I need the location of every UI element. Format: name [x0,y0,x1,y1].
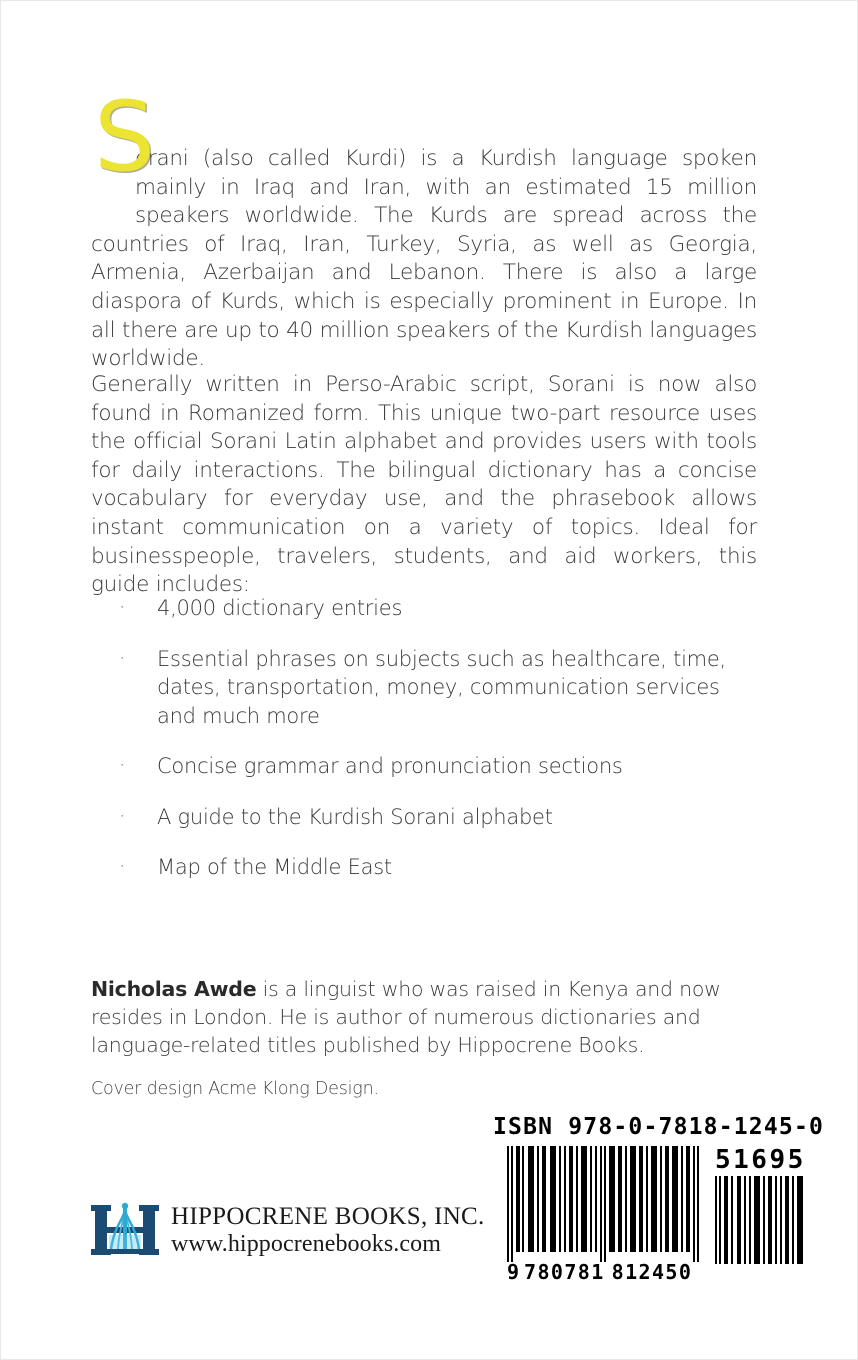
ean5-addon-barcode [715,1146,805,1264]
publisher-block [91,1193,485,1259]
publisher-name: HIPPOCRENE BOOKS, INC. [171,1203,485,1230]
feature-list [113,594,757,904]
hippocrene-fountain-h-logo-icon [91,1193,159,1259]
drop-cap-letter: S [94,81,155,193]
feature-item-label: Essential phrases on subjects such as healthcare, time, dates, transportation, money, communication services and much more [157,646,726,728]
feature-list-item [113,752,757,781]
author-bio [91,975,731,1059]
barcode-block [493,1114,825,1298]
ean13-right-group: 812450 [611,1260,693,1284]
feature-item-label: Concise grammar and pronunciation sections [157,754,623,778]
bullet-dot-icon: · [119,645,126,670]
isbn-text: ISBN 978-0-7818-1245-0 [493,1114,825,1140]
feature-list-item [113,803,757,832]
intro-paragraph-text: orani (also called Kurdi) is a Kurdish language spoken mainly in Iraq and Iran, with an estimated 15 million speakers worldwide. The Kurds are spread across the countries of Iraq, Iran, Turkey, Syria, as well as Georgia, Armenia, Azerbaijan and Lebanon. There is also a large diaspora of Kurds, which is especially prominent in Europe. In all there are up to 40 million speakers of the Kurdish languages worldwide. [91,146,757,372]
author-name: Nicholas Awde [91,976,257,1001]
bullet-dot-icon: · [119,854,126,878]
feature-list-item [113,853,757,882]
ean13-barcode [507,1146,703,1283]
bullet-dot-icon: · [119,753,126,777]
barcode-row [493,1146,805,1298]
ean5-addon-digits: 51695 [715,1145,806,1175]
bullet-dot-icon: · [119,803,126,828]
publisher-website-url[interactable]: www.hippocrenebooks.com [171,1231,442,1257]
description-paragraph: Generally written in Perso-Arabic script, Sorani is now also found in Romanized form. This unique two-part resource uses the official Sorani Latin alphabet and provides users with tools for daily interactions. The bilingual dictionary has a concise vocabulary for everyday use, and the phrasebook allows instant communication on a variety of topics. Ideal for businesspeople, travelers, students, and aid workers, this guide includes: [91,372,757,598]
feature-item-label: 4,000 dictionary entries [157,596,403,620]
feature-list-item [113,594,757,623]
feature-item-label: A guide to the Kurdish Sorani alphabet [157,804,553,829]
bullet-dot-icon: · [119,595,126,619]
drop-cap-spacer [91,145,135,203]
feature-list-item [113,645,757,731]
ean13-digits [507,1261,703,1283]
intro-paragraph [91,145,757,374]
cover-design-credit: Cover design Acme Klong Design. [91,1078,379,1099]
ean13-left-group: 780781 [524,1260,605,1284]
ean13-lead-digit: 9 [507,1260,520,1284]
author-bio-text: is a linguist who was raised in Kenya and now resides in London. He is author of numerous dictionaries and language-related titles published by Hippocrene Books. [91,976,721,1057]
feature-item-label: Map of the Middle East [157,855,392,879]
ean13-bars-icon [507,1146,703,1262]
ean5-addon-bars-icon [715,1176,805,1264]
publisher-text-block [171,1203,485,1259]
